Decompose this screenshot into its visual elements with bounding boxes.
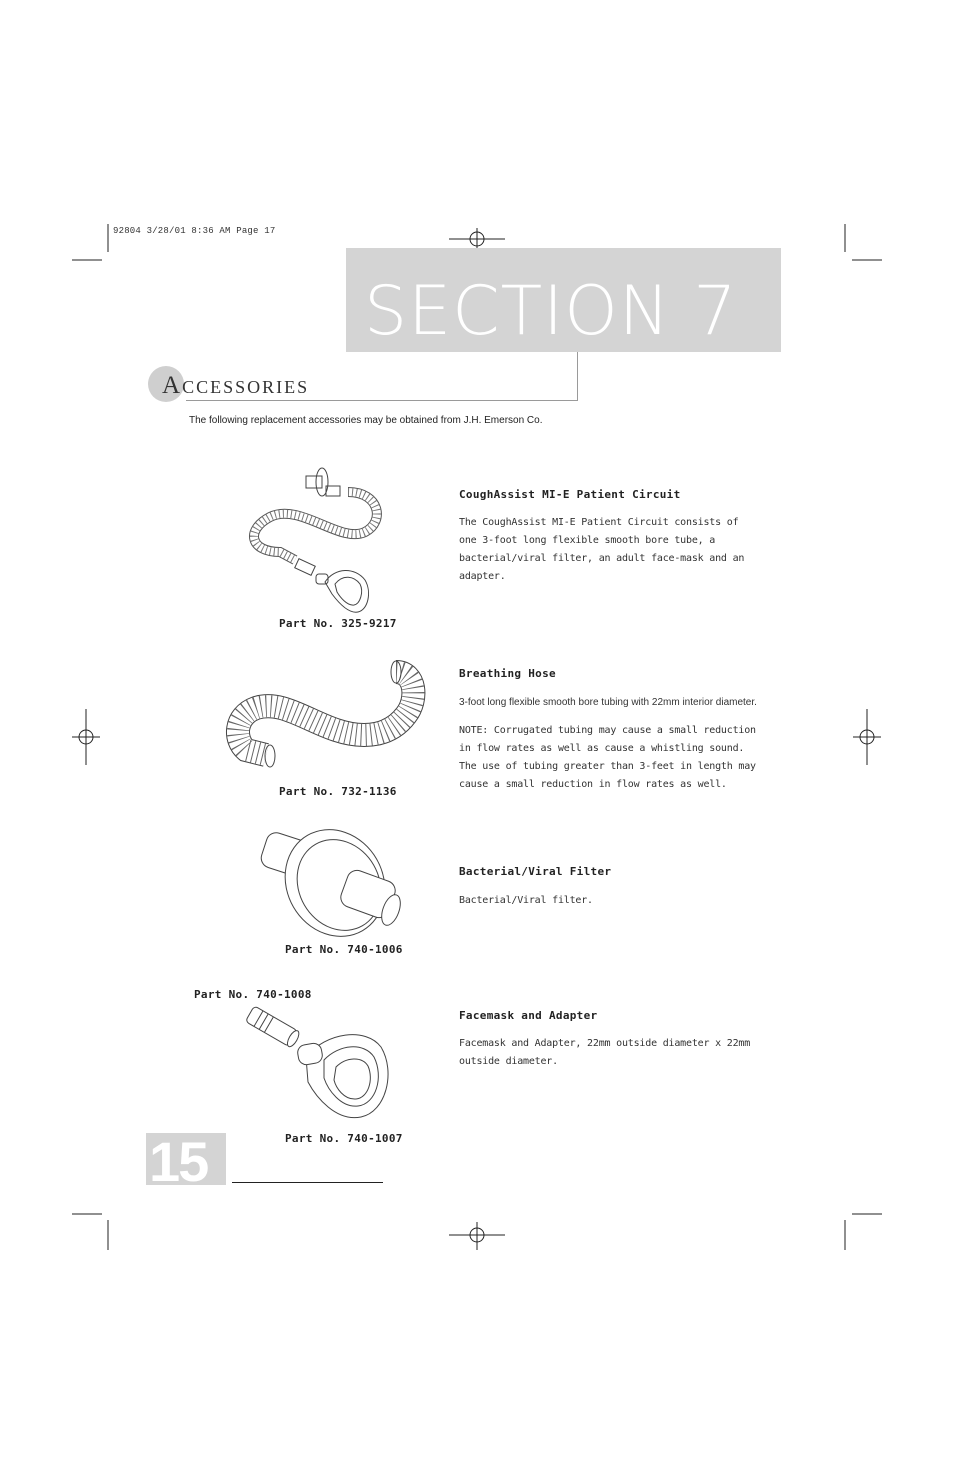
note-text: Corrugated tubing may cause a small reduction in flow rates as well as cause a whistling sound. The use of tubing greater than 3-feet in length may cause a small reduction in flow rates as well. — [459, 725, 756, 790]
part-number-filter: Part No. 740-1006 — [285, 943, 403, 956]
product-desc-filter: Bacterial/Viral filter. — [459, 895, 593, 906]
product-title-facemask: Facemask and Adapter — [459, 1009, 598, 1022]
product-title-circuit: CoughAssist MI-E Patient Circuit — [459, 488, 681, 501]
part-number-adapter: Part No. 740-1008 — [194, 988, 312, 1001]
heading-rule-horizontal — [186, 400, 578, 401]
intro-text: The following replacement accessories may be obtained from J.H. Emerson Co. — [189, 415, 543, 426]
section-title: SECTION 7 — [364, 272, 738, 351]
product-title-hose: Breathing Hose — [459, 667, 556, 680]
product-note-hose — [459, 722, 759, 794]
product-title-filter: Bacterial/Viral Filter — [459, 865, 612, 878]
print-slug: 92804 3/28/01 8:36 AM Page 17 — [113, 226, 276, 236]
part-number-circuit: Part No. 325-9217 — [279, 617, 397, 630]
part-number-hose: Part No. 732-1136 — [279, 785, 397, 798]
filter-illustration — [255, 825, 405, 940]
facemask-adapter-illustration — [236, 1002, 396, 1127]
product-desc-hose: 3-foot long flexible smooth bore tubing with 22mm interior diameter. — [459, 697, 757, 708]
page-footer-rule — [232, 1182, 383, 1183]
product-desc-circuit: The CoughAssist MI-E Patient Circuit consists of one 3-foot long flexible smooth bore tube, a bacterial/viral filter, an adult face-mask and an adapter. — [459, 517, 745, 582]
page-number-box — [146, 1133, 226, 1185]
heading-rule-vertical — [577, 352, 578, 401]
note-label: NOTE: — [459, 725, 489, 736]
section-banner — [346, 248, 781, 352]
heading-initial: A — [162, 372, 183, 399]
product-desc-facemask: Facemask and Adapter, 22mm outside diameter x 22mm outside diameter. — [459, 1038, 751, 1067]
breathing-hose-illustration — [226, 660, 436, 780]
patient-circuit-illustration — [240, 462, 400, 617]
part-number-facemask: Part No. 740-1007 — [285, 1132, 403, 1145]
heading-rest: CCESSORIES — [182, 377, 310, 397]
accessories-heading — [162, 372, 309, 400]
page-number: 15 — [149, 1133, 208, 1185]
